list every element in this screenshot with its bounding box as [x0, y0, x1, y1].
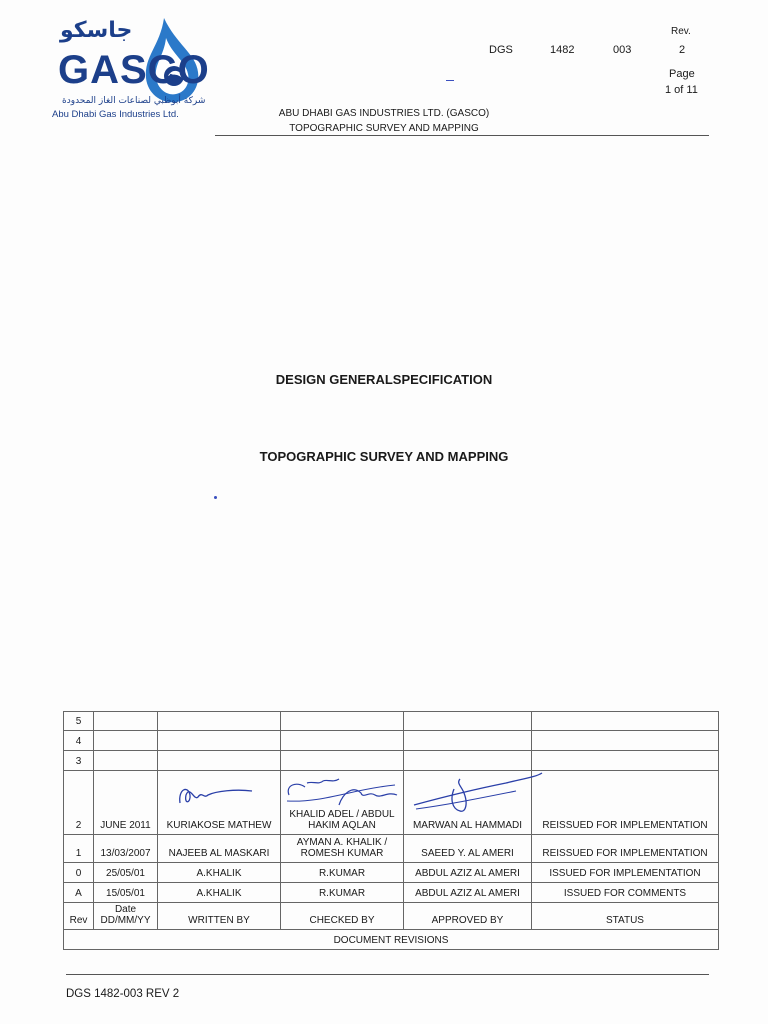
written-cell: NAJEEB AL MASKARI — [158, 835, 281, 863]
rev-cell: 0 — [64, 863, 94, 883]
status-cell — [532, 712, 719, 731]
checked-cell — [281, 751, 404, 771]
checked-cell: R.KUMAR — [281, 863, 404, 883]
doc-number: 1482 — [550, 44, 575, 56]
rev-cell: 4 — [64, 731, 94, 751]
approved-cell: ABDUL AZIZ AL AMERI — [404, 883, 532, 903]
date-cell: 13/03/2007 — [94, 835, 158, 863]
approved-name: MARWAN AL HAMMADI — [412, 820, 523, 831]
rev-cell: 1 — [64, 835, 94, 863]
status-cell: ISSUED FOR COMMENTS — [532, 883, 719, 903]
table-row — [64, 771, 719, 835]
blue-mark — [446, 80, 454, 81]
date-cell: 15/05/01 — [94, 883, 158, 903]
page-value: 1 of 11 — [665, 84, 698, 96]
rev-cell: A — [64, 883, 94, 903]
doc-type: DGS — [489, 44, 513, 56]
footer-rule — [66, 974, 709, 975]
written-name: KURIAKOSE MATHEW — [166, 820, 272, 831]
approved-cell: SAEED Y. AL AMERI — [404, 835, 532, 863]
rev-header: Rev — [64, 903, 94, 930]
rev-cell: 2 — [64, 771, 94, 835]
table-row — [64, 883, 719, 903]
checked-cell: AYMAN A. KHALIK / ROMESH KUMAR — [281, 835, 404, 863]
checked-header: CHECKED BY — [281, 903, 404, 930]
header-rule — [215, 135, 709, 136]
table-caption-row — [64, 930, 719, 950]
status-cell: ISSUED FOR IMPLEMENTATION — [532, 863, 719, 883]
checked-cell — [281, 731, 404, 751]
stray-dot — [214, 496, 217, 499]
header-company: ABU DHABI GAS INDUSTRIES LTD. (GASCO) — [278, 108, 490, 119]
checked-cell — [281, 712, 404, 731]
document-title: DESIGN GENERALSPECIFICATION — [275, 372, 493, 387]
status-cell: REISSUED FOR IMPLEMENTATION — [532, 771, 719, 835]
checked-names: KHALID ADEL / ABDUL HAKIM AQLAN — [289, 809, 395, 831]
date-header: Date DD/MM/YY — [94, 903, 158, 930]
date-cell — [94, 712, 158, 731]
footer-doc-ref: DGS 1482-003 REV 2 — [66, 988, 180, 1000]
approved-cell — [404, 712, 532, 731]
table-row — [64, 863, 719, 883]
rev-value: 2 — [679, 44, 686, 56]
rev-cell: 5 — [64, 712, 94, 731]
status-cell — [532, 751, 719, 771]
table-row — [64, 731, 719, 751]
approved-cell — [404, 771, 532, 835]
status-cell: REISSUED FOR IMPLEMENTATION — [532, 835, 719, 863]
rev-cell: 3 — [64, 751, 94, 771]
table-row — [64, 751, 719, 771]
written-cell: A.KHALIK — [158, 883, 281, 903]
status-cell — [532, 731, 719, 751]
written-cell — [158, 712, 281, 731]
approved-header: APPROVED BY — [404, 903, 532, 930]
table-row — [64, 712, 719, 731]
date-cell: JUNE 2011 — [94, 771, 158, 835]
table-row — [64, 835, 719, 863]
logo-brand-arabic: جاسكو — [60, 18, 133, 43]
approved-cell: ABDUL AZIZ AL AMERI — [404, 863, 532, 883]
document-subtitle: TOPOGRAPHIC SURVEY AND MAPPING — [259, 449, 509, 464]
header-subject: TOPOGRAPHIC SURVEY AND MAPPING — [289, 123, 479, 134]
signature-2 — [283, 775, 401, 809]
signature-1 — [176, 781, 256, 809]
signature-3 — [406, 769, 546, 819]
written-cell — [158, 731, 281, 751]
date-cell — [94, 731, 158, 751]
written-header: WRITTEN BY — [158, 903, 281, 930]
written-cell: A.KHALIK — [158, 863, 281, 883]
page-label: Page — [669, 68, 695, 80]
rev-label: Rev. — [671, 26, 691, 37]
date-cell: 25/05/01 — [94, 863, 158, 883]
table-header-row — [64, 903, 719, 930]
approved-cell — [404, 731, 532, 751]
checked-cell — [281, 771, 404, 835]
logo-company-arabic: شركة أبوظبي لصناعات الغاز المحدودة — [62, 96, 206, 106]
written-cell — [158, 771, 281, 835]
written-cell — [158, 751, 281, 771]
approved-cell — [404, 751, 532, 771]
date-cell — [94, 751, 158, 771]
table-caption: DOCUMENT REVISIONS — [64, 930, 719, 950]
doc-part: 003 — [613, 44, 632, 56]
status-header: STATUS — [532, 903, 719, 930]
checked-cell: R.KUMAR — [281, 883, 404, 903]
logo-company-english: Abu Dhabi Gas Industries Ltd. — [52, 109, 179, 120]
revisions-table — [63, 711, 719, 950]
logo-brand-latin: GASCO — [58, 48, 210, 92]
